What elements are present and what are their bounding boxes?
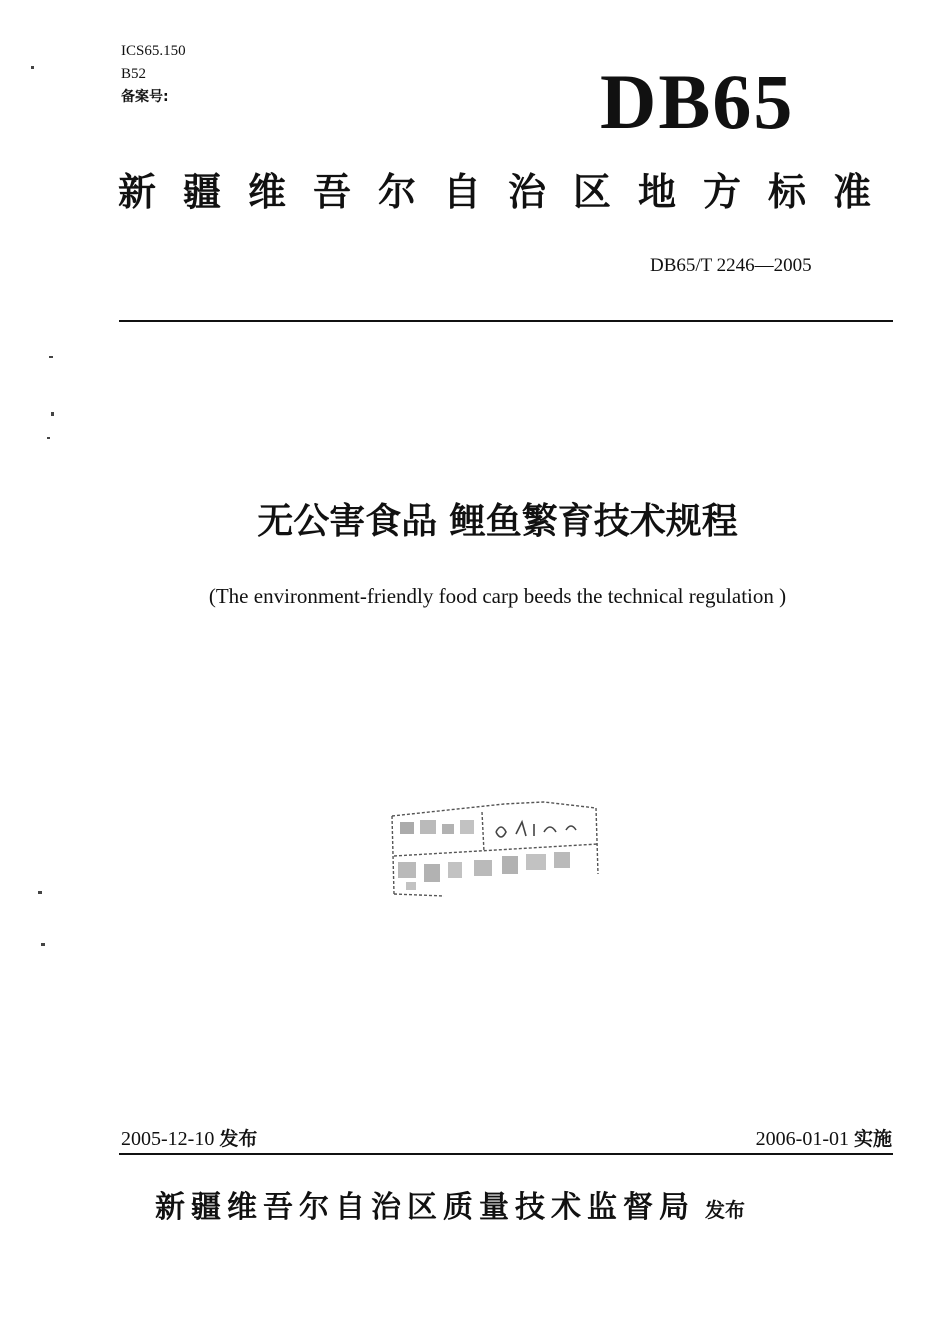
implementation-date-value: 2006-01-01 xyxy=(755,1128,849,1150)
scan-speck xyxy=(31,66,34,69)
classification-code: B52 xyxy=(121,66,147,82)
db-mark: DB65 xyxy=(600,58,795,145)
top-divider xyxy=(119,320,893,322)
scan-speck xyxy=(38,891,42,894)
scan-speck xyxy=(47,437,50,439)
issuer-line xyxy=(155,1186,745,1230)
issuer-name: 新疆维吾尔自治区质量技术监督局 xyxy=(155,1190,695,1225)
ics-code: ICS65.150 xyxy=(121,43,186,59)
standard-category: 新疆维吾尔自治区地方标准 xyxy=(118,170,899,214)
bottom-divider xyxy=(119,1153,893,1155)
issue-date xyxy=(121,1126,257,1152)
filing-number-label: 备案号: xyxy=(121,89,169,105)
document-subtitle-en: (The environment-friendly food carp beeds the technical regulation ) xyxy=(208,584,787,608)
scan-speck xyxy=(51,412,54,416)
implementation-date xyxy=(756,1126,892,1152)
scan-speck xyxy=(49,356,53,358)
implementation-date-label: 实施 xyxy=(853,1128,892,1150)
scan-speck xyxy=(41,943,45,946)
issuer-verb: 发布 xyxy=(705,1198,745,1222)
library-stamp-icon xyxy=(384,790,606,902)
issue-date-label: 发布 xyxy=(219,1128,258,1150)
issue-date-value: 2005-12-10 xyxy=(121,1128,215,1150)
document-title: 无公害食品 鲤鱼繁育技术规程 xyxy=(257,501,738,542)
standard-number: DB65/T 2246—2005 xyxy=(650,255,812,276)
